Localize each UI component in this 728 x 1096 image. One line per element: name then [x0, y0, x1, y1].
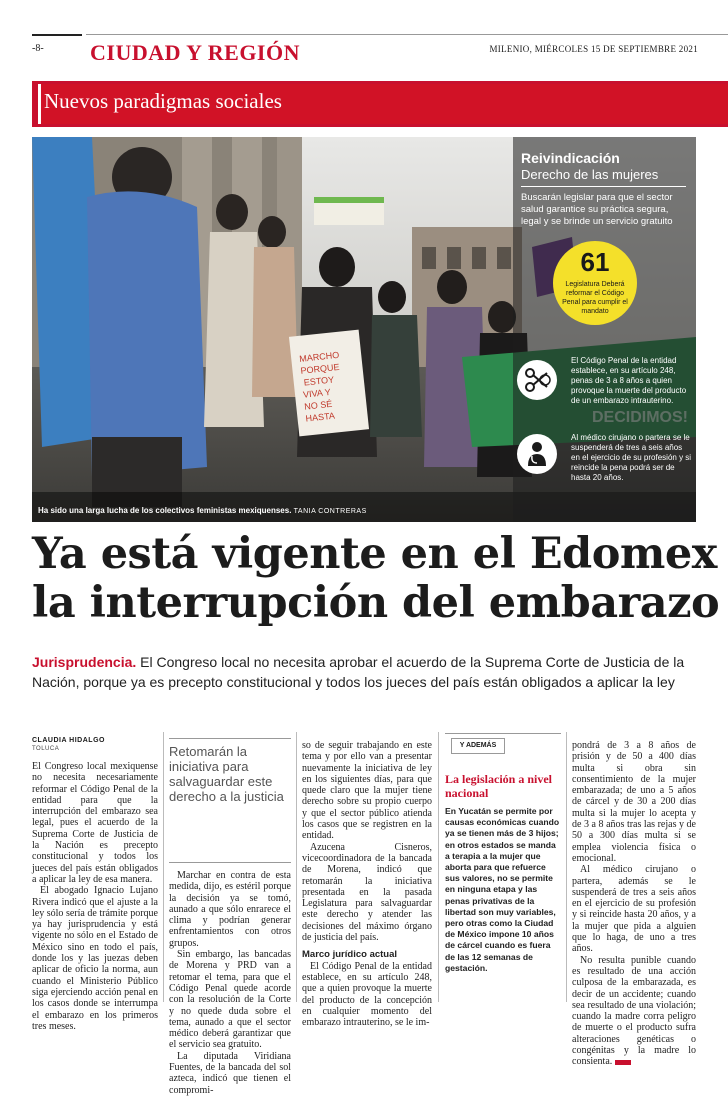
paragraph: El Código Penal de la entidad establece, en su artículo 248, que a quien provoque la muerte del producto de la concepción en cualquier momento del embarazo intrauterino, se le im-	[302, 960, 432, 1029]
pull-quote: Retomarán la iniciativa para salvaguardar este derecho a la justicia	[169, 744, 284, 804]
doctor-icon	[517, 434, 557, 474]
article-column-5	[572, 740, 696, 1068]
end-mark	[615, 1060, 631, 1065]
subhead: Marco jurídico actual	[302, 949, 398, 961]
paragraph: El abogado Ignacio Lujano Rivera indicó que el ajuste a la ley sólo sería de trámite porque ya hay jurisprudencia y está vigente no sólo en el Estado de México sino en todo el país, donde los y las juezas deben aplicar de oficio la norma, aun cuando el Ministerio Público siga ejerciendo acción penal en los casos donde se interrumpa el embarazo en los primeros tres meses.	[32, 885, 158, 1032]
photo-credit: TANIA CONTRERAS	[293, 508, 367, 515]
photo-caption	[38, 506, 367, 515]
column-rule	[296, 732, 297, 1002]
paragraph: Al médico cirujano o partera, además se le suspenderá de tres a seis años en el ejercicio de su profesión y si reincide hasta 20 años, y a la mujer que pida a alguien que lo haga, de uno a tres años.	[572, 864, 696, 955]
paragraph: La diputada Viridiana Fuentes, de la bancada del sol azteca, indicó que tienen el compromi-	[169, 1050, 291, 1096]
article-column-2	[169, 870, 291, 1096]
svg-text:HASTA: HASTA	[305, 410, 336, 424]
header-rule-left	[32, 34, 82, 36]
paragraph-text: No resulta punible cuando es resultado de una acción culposa de la embarazada, es decir de un accidente; cuando sea resultado de una violación; cuando la madre corra peligro de muerte o el producto sufra alteraciones genéticas o congénitas y la madre lo consienta.	[572, 954, 696, 1068]
paragraph: pondrá de 3 a 8 años de prisión y de 50 a 400 días multa si obra sin consentimiento de la mujer embarazada; de uno a 5 años de cárcel y de 30 a 200 días multa si la mujer lo acepta y de 3 a 8 años tras las rejas y de 50 a 300 días multa si se emplea violencia física o emocional.	[572, 740, 696, 864]
infographic-note-2: Al médico cirujano o partera se le suspenderá de tres a seis años en el ejercicio de su profesión y si reincide la pena podrá ser de hasta 20 años.	[571, 433, 692, 482]
infographic-subtitle: Derecho de las mujeres	[521, 167, 659, 182]
column-rule	[438, 732, 439, 1002]
paragraph: Marchar en contra de esta medida, dijo, es estéril porque la decisión ya se tomó, aunado a que sólo enrarece el clima y podrían generar enfrentamientos con otros grupos.	[169, 870, 291, 949]
svg-text:ESTOY: ESTOY	[303, 374, 335, 388]
article-column-1	[32, 761, 158, 1032]
paragraph: El Congreso local mexiquense no necesita necesariamente reformar el Código Penal de la entidad para que la interrupción del embarazo sea legal, pues el acuerdo de la Suprema Corte de Justicia de la Nación es precepto constitucional y todos los jueces del país están obligados a aplicar la ley de esa manera.	[32, 761, 158, 885]
column-rule	[163, 732, 164, 1002]
byline: CLAUDIA HIDALGO	[32, 737, 105, 744]
infographic-description: Buscarán legislar para que el sector salud garantice su práctica segura, legal y se brinde un servicio gratuito	[521, 192, 673, 227]
pull-quote-rule	[169, 738, 291, 739]
infographic-note-1: El Código Penal de la entidad establece, en su artículo 248, penas de 3 a 8 años a quien provoque la muerte del producto de un embarazo intrauterino.	[571, 356, 687, 405]
sidebar-body	[445, 806, 561, 974]
article-column-3	[302, 740, 432, 1028]
caption-text: Ha sido una larga lucha de los colectivos feministas mexiquenses.	[38, 506, 292, 515]
dateline: MILENIO, MIÉRCOLES 15 DE SEPTIEMBRE 2021	[489, 44, 698, 54]
scissors-fetus-icon	[517, 360, 557, 400]
dek-text: El Congreso local no necesita aprobar el acuerdo de la Suprema Corte de Justicia de la Nación, porque ya es precepto constitucional y todos los jueces del país están obligados a aplicar la ley	[32, 654, 685, 690]
paragraph: so de seguir trabajando en este tema y por ello van a presentar nuevamente la iniciativa de ley en los siguientes días, para que quede claro que la mujer tiene derecho sobre su propio cuerpo y que el sector público atienda los casos que se registren en la entidad.	[302, 740, 432, 842]
sidebar-rule	[445, 733, 561, 734]
sidebar-title: La legislación a nivel nacional	[445, 772, 553, 800]
section-band-title: Nuevos paradigmas sociales	[44, 89, 282, 113]
column-rule	[566, 732, 567, 1002]
section-title: CIUDAD Y REGIÓN	[90, 40, 300, 65]
article-dek	[32, 652, 692, 692]
sidebar-label: Y ADEMÁS	[451, 738, 505, 754]
page-number: -8-	[32, 43, 44, 54]
article-headline: Ya está vigente en el Edomex la interrupción del embarazo	[32, 529, 720, 628]
legislature-text: Legislatura Deberá reformar el Código Penal para cumplir el mandato	[562, 281, 628, 315]
dek-keyword: Jurisprudencia.	[32, 654, 137, 670]
legislature-number: 61	[580, 247, 610, 277]
svg-text:NO SÉ: NO SÉ	[303, 398, 333, 412]
svg-text:MARCHO: MARCHO	[298, 349, 340, 364]
byline-city: TOLUCA	[32, 746, 60, 752]
paragraph: Sin embargo, las bancadas de Morena y PRD van a retomar el tema, para que el Código Penal quede acorde con la resolución de la Corte y no quede duda sobre el tema, aunado a que el sector médico deberá garantizar que el servicio sea gratuito.	[169, 949, 291, 1051]
paragraph	[572, 955, 696, 1068]
header-rule-right	[86, 34, 728, 35]
infographic-title: Reivindicación	[521, 150, 620, 166]
svg-text:PORQUE: PORQUE	[300, 361, 340, 376]
paragraph: En Yucatán se permite por causas económicas cuando ya se tienen más de 3 hijos; en otros estados se manda a terapia a la mujer que aborta para que refuerce sus valores, no se permite en ninguna etapa y las penas privativas de la libertad son muy variables, pero otras como la Ciudad de México impone 10 años de cárcel cuando es fuera de las 12 semanas de gestación.	[445, 806, 560, 973]
svg-text:VIVA Y: VIVA Y	[302, 386, 332, 400]
paragraph: Azucena Cisneros, vicecoordinadora de la bancada de Morena, indicó que retomarán la iniciativa presentada en la pasada Legislatura para salvaguardar este derecho y atender las decisiones del máximo órgano de justicia del país.	[302, 841, 432, 944]
pull-quote-rule	[169, 862, 291, 863]
infographic-rule	[521, 186, 686, 187]
